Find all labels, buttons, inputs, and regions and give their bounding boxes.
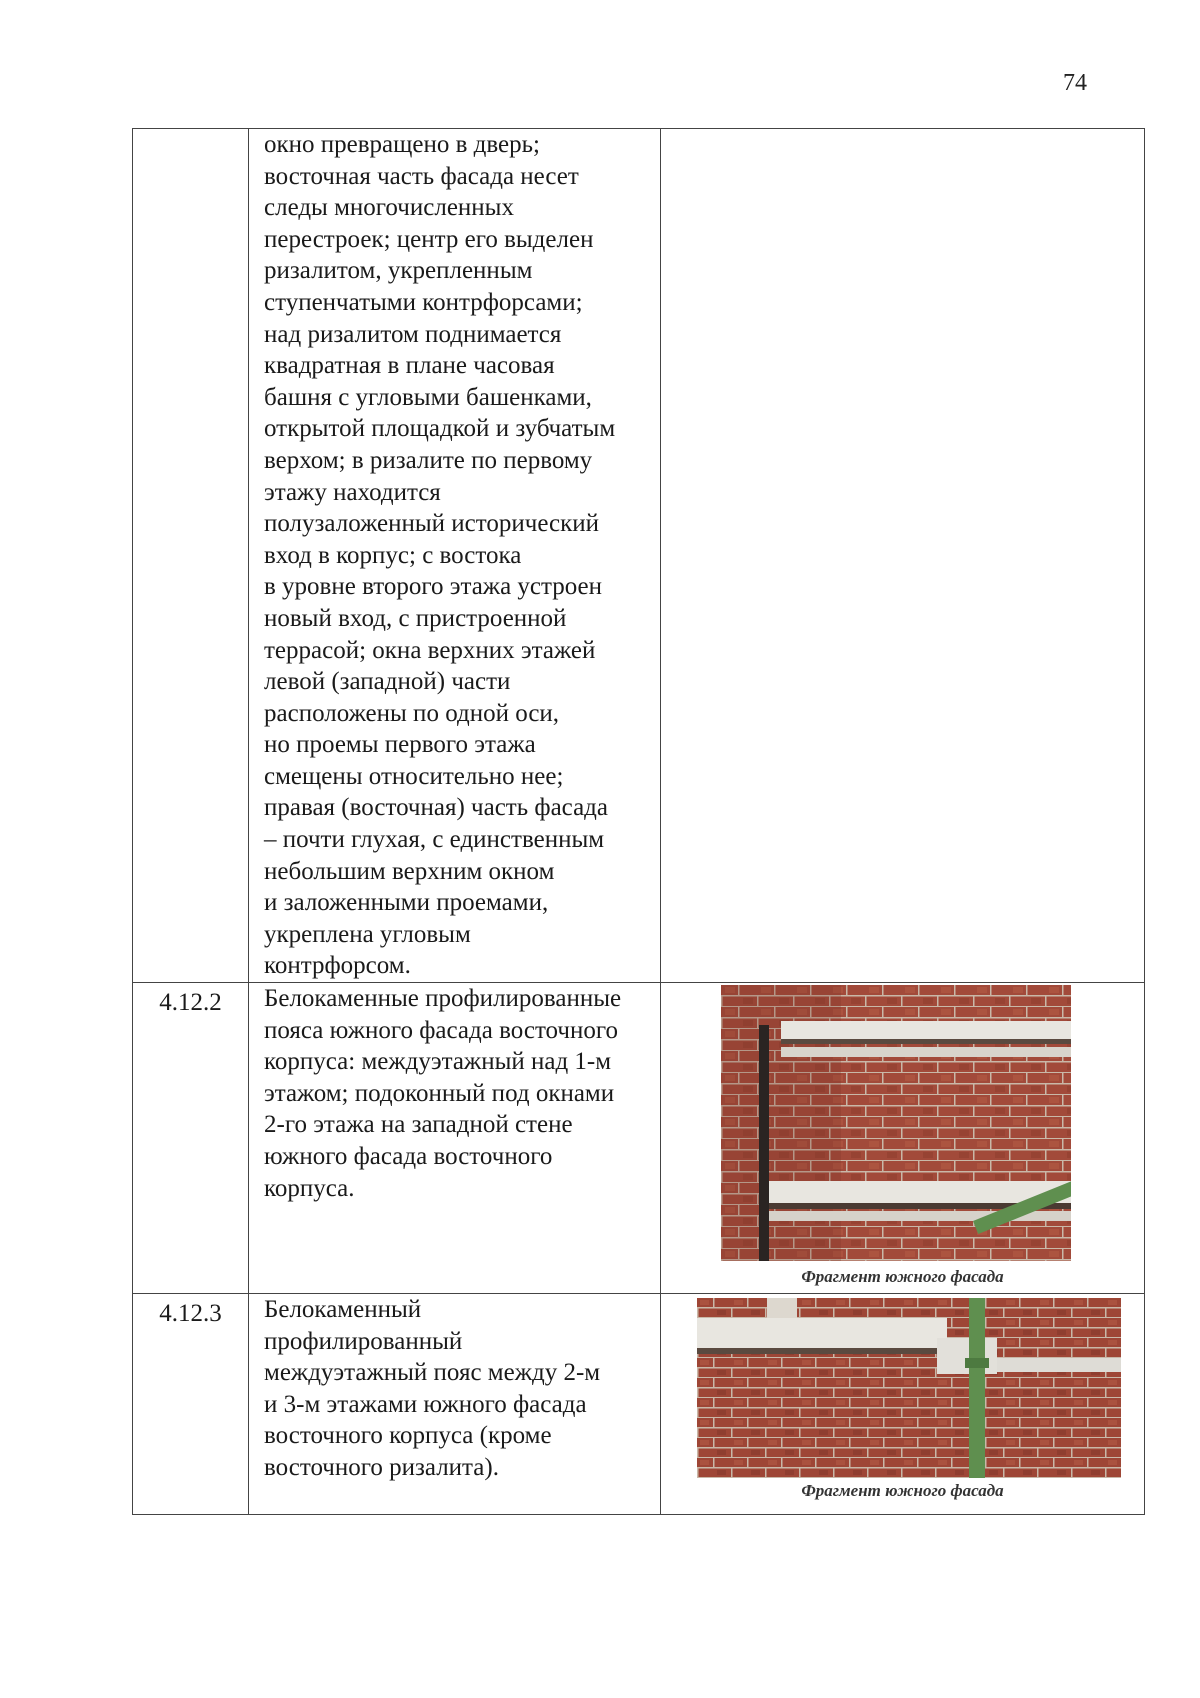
- table-row: [133, 983, 1145, 1294]
- item-number: 4.12.3: [133, 1294, 249, 1515]
- photo-caption: Фрагмент южного фасада: [801, 1267, 1004, 1287]
- item-number: [133, 129, 249, 983]
- table-row: [133, 129, 1145, 983]
- illustration-cell: [661, 1294, 1145, 1515]
- table-row: [133, 1294, 1145, 1515]
- item-description: [249, 983, 661, 1294]
- item-description: [249, 129, 661, 983]
- description-text: Белокаменный профилированный междуэтажный пояс между 2-м и 3-м этажами южного фасада восточного корпуса (кроме восточного ризалита).: [264, 1296, 601, 1481]
- item-description: [249, 1294, 661, 1515]
- facade-photo: [721, 985, 1071, 1261]
- description-table: [132, 128, 1145, 1515]
- facade-photo: [697, 1298, 1121, 1478]
- illustration-cell: [661, 129, 1145, 983]
- illustration-cell: [661, 983, 1145, 1294]
- item-number: 4.12.2: [133, 983, 249, 1294]
- description-text: окно превращено в дверь; восточная часть фасада несет следы многочисленных перестроек; центр его выделен ризалитом, укрепленным ступенчатыми контрфорсами; над ризалитом поднимается квадратная в плане часовая башня с угловыми башенками, открытой площадкой и зубчатым верхом; в ризалите по первому этажу находится полузаложенный исторический вход в корпус; с востока в уровне второго этажа устроен новый вход, с пристроенной террасой; окна верхних этажей левой (западной) части расположены по одной оси, но проемы первого этажа смещены относительно нее; правая (восточная) часть фасада – почти глухая, с единственным небольшим верхним окном и заложенными проемами, укреплена угловым контрфорсом.: [264, 131, 616, 980]
- description-text: Белокаменные профилированные пояса южного фасада восточного корпуса: междуэтажный над 1-м этажом; подоконный под окнами 2-го этажа на западной стене южного фасада восточного корпуса.: [264, 985, 622, 1202]
- photo-caption: Фрагмент южного фасада: [801, 1481, 1004, 1501]
- page-number: 74: [1063, 70, 1087, 96]
